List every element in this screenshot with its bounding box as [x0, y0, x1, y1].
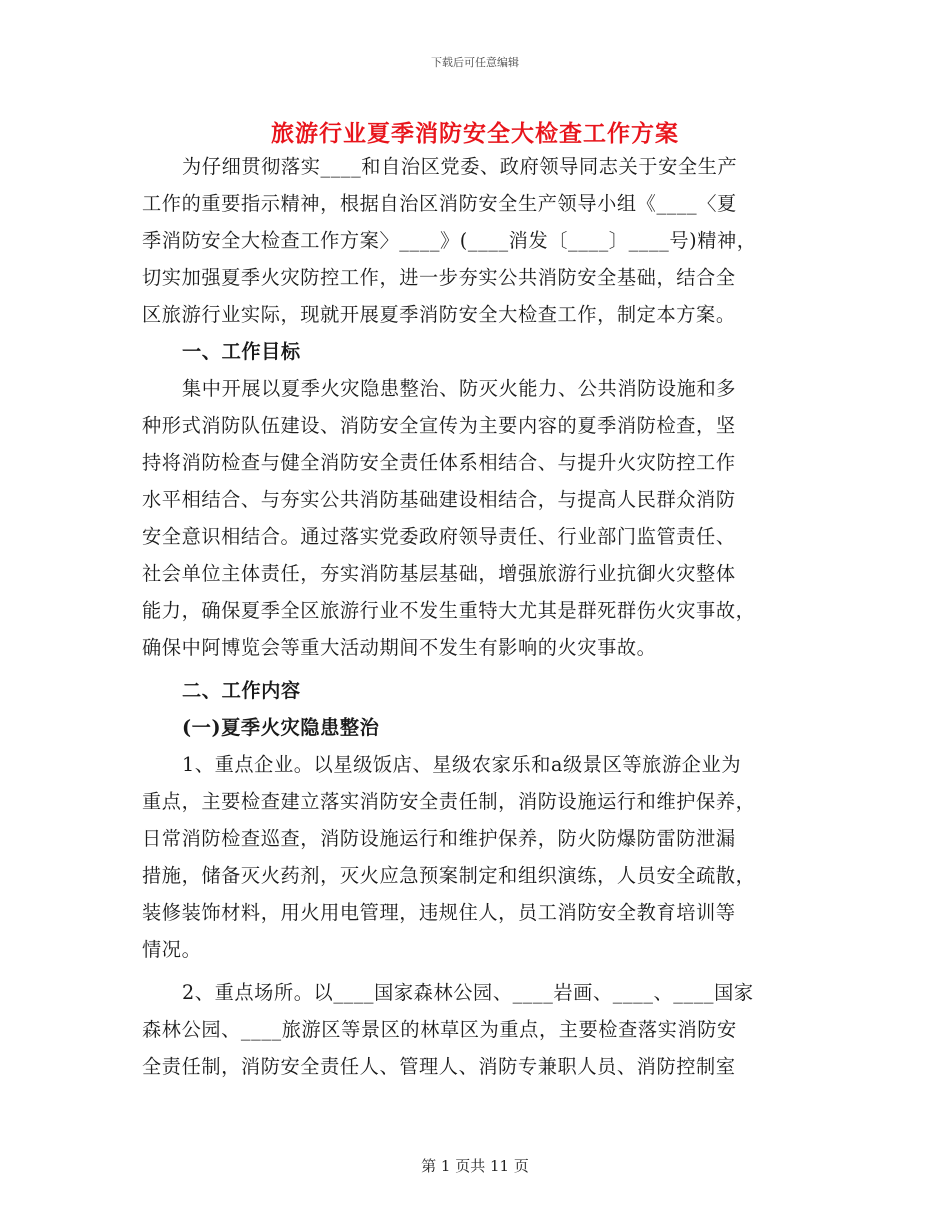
paragraph-line: 为仔细贯彻落实____和自治区党委、政府领导同志关于安全生产 — [182, 155, 738, 178]
document-body — [142, 148, 804, 1085]
document-title: 旅游行业夏季消防安全大检查工作方案 — [271, 120, 679, 147]
paragraph-line: 能力，确保夏季全区旅游行业不发生重特大尤其是群死群伤火灾事故， — [142, 599, 756, 622]
section-heading: 二、工作内容 — [182, 679, 301, 702]
paragraph-line: 2、重点场所。以____国家森林公园、____岩画、____、____国家 — [182, 981, 754, 1004]
page-number: 第 1 页共 11 页 — [421, 1157, 529, 1175]
paragraph-line: 情况。 — [142, 938, 202, 961]
paragraph-line: 水平相结合、与夯实公共消防基础建设相结合，与提高人民群众消防 — [142, 488, 736, 511]
paragraph-line: 安全意识相结合。通过落实党委政府领导责任、行业部门监管责任、 — [142, 525, 736, 548]
paragraph-line: 季消防安全大检查工作方案〉____》(____消发〔____〕____号)精神， — [142, 229, 757, 252]
section-heading: 一、工作目标 — [182, 340, 301, 363]
paragraph-line: 措施，储备灭火药剂，灭火应急预案制定和组织演练，人员安全疏散， — [142, 864, 756, 887]
paragraph-line: 社会单位主体责任，夯实消防基层基础，增强旅游行业抗御火灾整体 — [142, 562, 736, 585]
header-note: 下载后可任意编辑 — [431, 56, 519, 69]
paragraph-line: 持将消防检查与健全消防安全责任体系相结合、与提升火灾防控工作 — [142, 451, 736, 474]
paragraph-line: 森林公园、____旅游区等景区的林草区为重点，主要检查落实消防安 — [142, 1018, 737, 1041]
subsection-heading: (一)夏季火灾隐患整治 — [182, 716, 380, 739]
paragraph-line: 重点，主要检查建立落实消防安全责任制，消防设施运行和维护保养， — [142, 790, 756, 813]
paragraph-line: 种形式消防队伍建设、消防安全宣传为主要内容的夏季消防检查，坚 — [142, 414, 736, 437]
paragraph-line: 全责任制，消防安全责任人、管理人、消防专兼职人员、消防控制室 — [142, 1055, 736, 1078]
paragraph-line: 装修装饰材料，用火用电管理，违规住人，员工消防安全教育培训等 — [142, 901, 736, 924]
paragraph-line: 确保中阿博览会等重大活动期间不发生有影响的火灾事故。 — [142, 636, 657, 659]
paragraph-line: 1、重点企业。以星级饭店、星级农家乐和a级景区等旅游企业为 — [182, 753, 742, 776]
paragraph-line: 区旅游行业实际，现就开展夏季消防安全大检查工作，制定本方案。 — [142, 303, 736, 326]
paragraph-line: 切实加强夏季火灾防控工作，进一步夯实公共消防安全基础，结合全 — [142, 266, 736, 289]
paragraph-line: 工作的重要指示精神，根据自治区消防安全生产领导小组《____〈夏 — [142, 192, 737, 215]
paragraph-line: 集中开展以夏季火灾隐患整治、防灭火能力、公共消防设施和多 — [182, 377, 737, 400]
paragraph-line: 日常消防检查巡查，消防设施运行和维护保养，防火防爆防雷防泄漏 — [142, 827, 736, 850]
